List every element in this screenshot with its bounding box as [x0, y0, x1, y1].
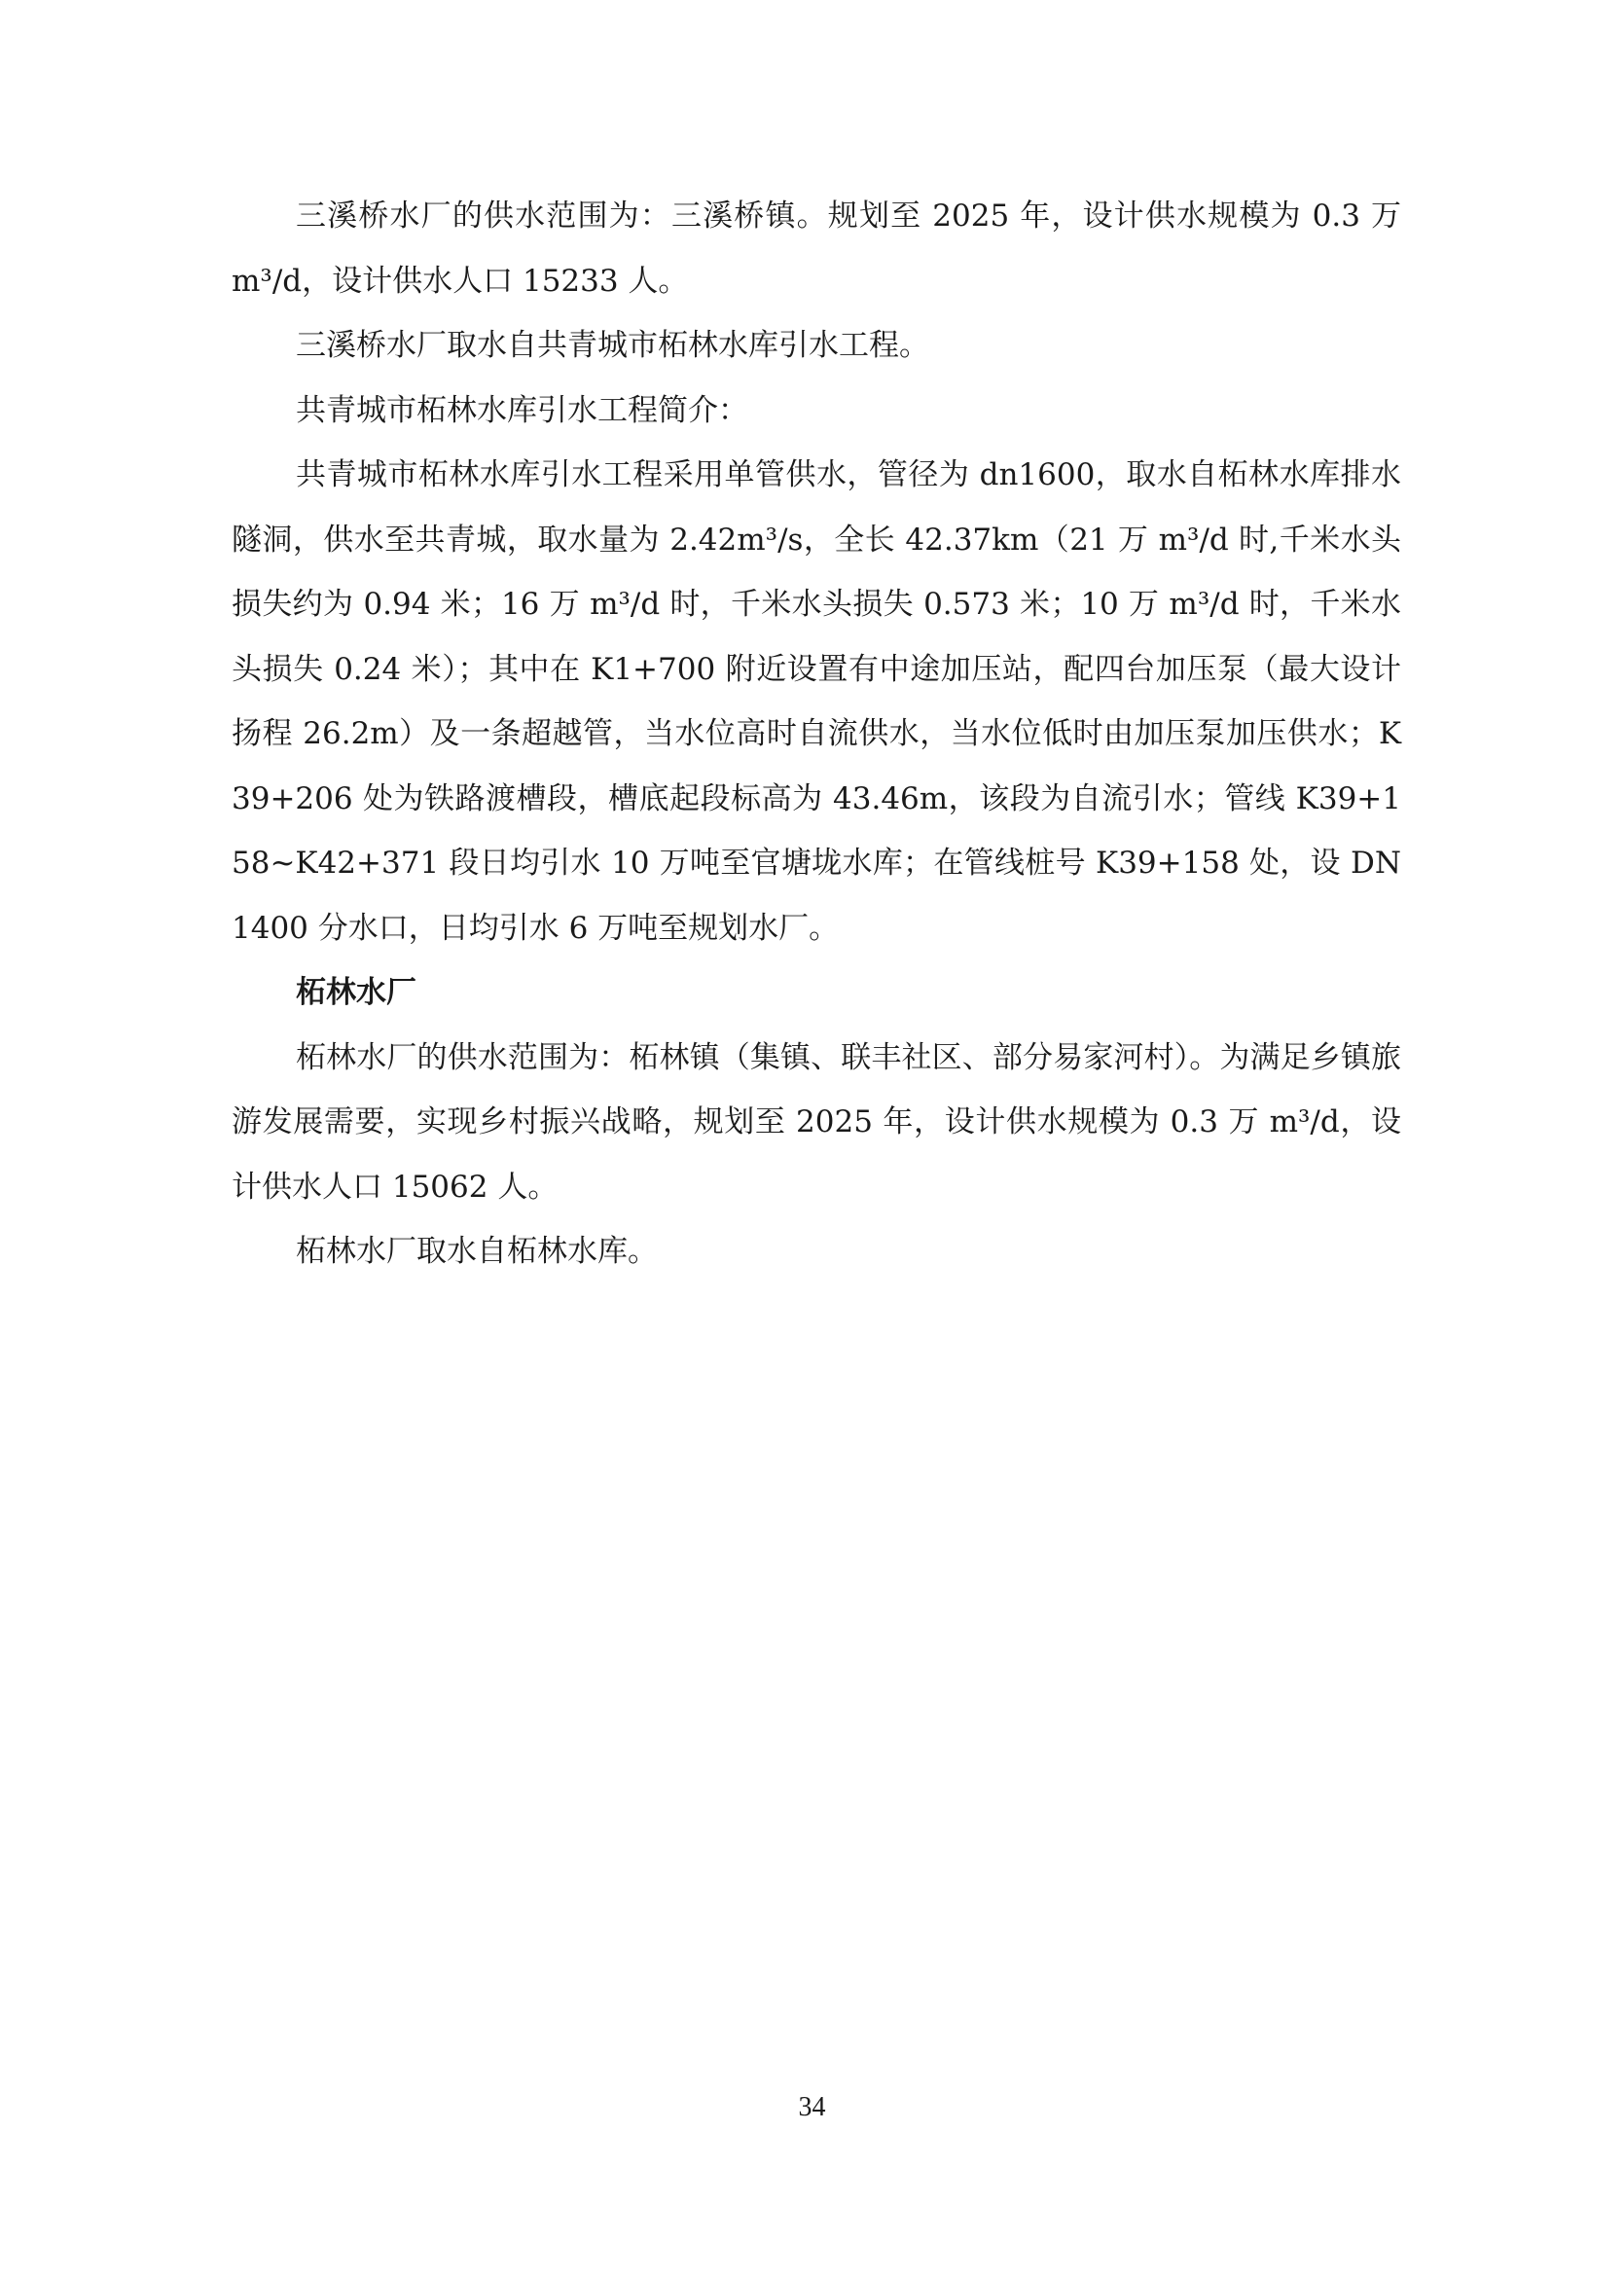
paragraph-zhelin-supply: 柘林水厂的供水范围为：柘林镇（集镇、联丰社区、部分易家河村）。为满足乡镇旅游发展需要，实现乡村振兴战略，规划至 2025 年，设计供水规模为 0.3 万 m³/d，设计供水人口 15062 人。	[232, 1039, 1401, 1205]
page-number: 34	[798, 2092, 826, 2122]
paragraph-project-details: 共青城市柘林水库引水工程采用单管供水，管径为 dn1600，取水自柘林水库排水隧洞，供水至共青城，取水量为 2.42m³/s，全长 42.37km（21 万 m³/d 时,千米水头损失约为 0.94 米；16 万 m³/d 时，千米水头损失 0.573 米；10 万 m³/d 时，千米水头损失 0.24 米）；其中在 K1+700 附近设置有中途加压站，配四台加压泵（最大设计扬程 26.2m）及一条超越管，当水位高时自流供水，当水位低时由加压泵加压供水；K39+206 处为铁路渡槽段，槽底起段标高为 43.46m，该段为自流引水；管线 K39+158~K42+371 段日均引水 10 万吨至官塘垅水库；在管线桩号 K39+158 处，设 DN1400 分水口，日均引水 6 万吨至规划水厂。	[232, 457, 1401, 946]
page-body	[232, 184, 1401, 1284]
paragraph-sanxiqiao-supply: 三溪桥水厂的供水范围为：三溪桥镇。规划至 2025 年，设计供水规模为 0.3 万 m³/d，设计供水人口 15233 人。	[232, 199, 1401, 299]
paragraph-zhelin-source: 柘林水厂取水自柘林水库。	[296, 1234, 658, 1269]
section-heading-zhelin: 柘林水厂	[296, 975, 416, 1010]
paragraph-project-intro-title: 共青城市柘林水库引水工程简介：	[296, 392, 748, 428]
paragraph-sanxiqiao-source: 三溪桥水厂取水自共青城市柘林水库引水工程。	[296, 328, 929, 363]
